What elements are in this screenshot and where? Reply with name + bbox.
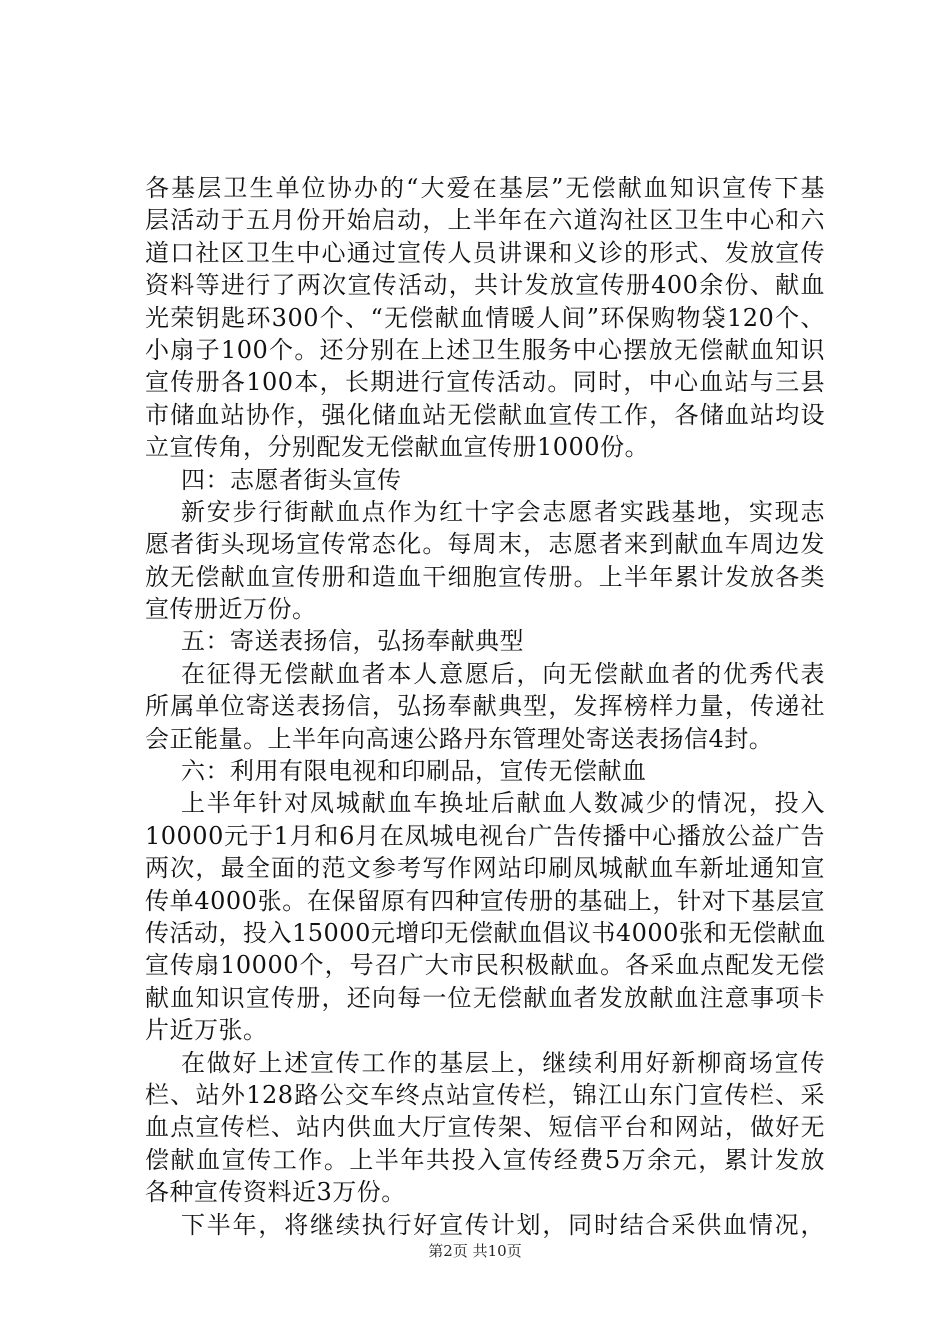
section-heading: 五：寄送表扬信，弘扬奉献典型 xyxy=(181,627,524,656)
text-line: 在征得无偿献血者本人意愿后，向无偿献血者的优秀代表 xyxy=(181,659,825,688)
text-line: 栏、站外128路公交车终点站宣传栏，锦江山东门宣传栏、采 xyxy=(145,1080,825,1109)
text-line: 各基层卫生单位协办的“大爱在基层”无偿献血知识宣传下基 xyxy=(145,174,825,202)
section-heading: 六：利用有限电视和印刷品，宣传无偿献血 xyxy=(181,757,647,786)
text-line: 市储血站协作，强化储血站无偿献血宣传工作，各储血站均设 xyxy=(145,400,825,429)
text-line: 各种宣传资料近3万份。 xyxy=(145,1178,406,1207)
text-line: 道口社区卫生中心通过宣传人员讲课和义诊的形式、发放宣传 xyxy=(145,238,825,267)
text-line: 小扇子100个。还分别在上述卫生服务中心摆放无偿献血知识 xyxy=(145,335,825,364)
text-line: 下半年，将继续执行好宣传计划，同时结合采供血情况， xyxy=(181,1210,825,1239)
text-line: 新安步行街献血点作为红十字会志愿者实践基地，实现志 xyxy=(181,497,825,526)
text-line: 宣传册近万份。 xyxy=(145,595,317,624)
text-line: 愿者街头现场宣传常态化。每周末，志愿者来到献血车周边发 xyxy=(145,530,825,559)
text-line: 10000元于1月和6月在凤城电视台广告传播中心播放公益广告 xyxy=(145,821,825,850)
text-line: 宣传册各100本，长期进行宣传活动。同时，中心血站与三县 xyxy=(145,368,825,397)
text-line: 献血知识宣传册，还向每一位无偿献血者发放献血注意事项卡 xyxy=(145,983,825,1012)
text-line: 偿献血宣传工作。上半年共投入宣传经费5万余元，累计发放 xyxy=(145,1145,825,1174)
text-line: 会正能量。上半年向高速公路丹东管理处寄送表扬信4封。 xyxy=(145,724,774,753)
text-line: 宣传扇10000个，号召广大市民积极献血。各采血点配发无偿 xyxy=(145,951,825,980)
text-line: 上半年针对凤城献血车换址后献血人数减少的情况，投入 xyxy=(181,789,825,818)
text-line: 片近万张。 xyxy=(145,1016,268,1045)
text-line: 血点宣传栏、站内供血大厅宣传架、短信平台和网站，做好无 xyxy=(145,1113,825,1142)
text-line: 两次，最全面的范文参考写作网站印刷凤城献血车新址通知宣 xyxy=(145,854,825,883)
text-line: 资料等进行了两次宣传活动，共计发放宣传册400余份、献血 xyxy=(145,271,825,300)
section-heading: 四：志愿者街头宣传 xyxy=(181,465,402,494)
text-line: 在做好上述宣传工作的基层上，继续利用好新柳商场宣传 xyxy=(181,1048,825,1077)
text-line: 层活动于五月份开始启动，上半年在六道沟社区卫生中心和六 xyxy=(145,206,825,235)
text-line: 传活动，投入15000元增印无偿献血倡议书4000张和无偿献血 xyxy=(145,918,826,947)
text-line: 光荣钥匙环300个、“无偿献血情暖人间”环保购物袋120个、 xyxy=(145,303,825,332)
page-number-footer: 第2页 共10页 xyxy=(428,1242,522,1260)
text-line: 立宣传角，分别配发无偿献血宣传册1000份。 xyxy=(145,433,650,462)
document-body xyxy=(145,172,825,1241)
text-line: 所属单位寄送表扬信，弘扬奉献典型，发挥榜样力量，传递社 xyxy=(145,692,825,721)
text-line: 传单4000张。在保留原有四种宣传册的基础上，针对下基层宣 xyxy=(145,886,825,915)
text-line: 放无偿献血宣传册和造血干细胞宣传册。上半年累计发放各类 xyxy=(145,562,825,591)
